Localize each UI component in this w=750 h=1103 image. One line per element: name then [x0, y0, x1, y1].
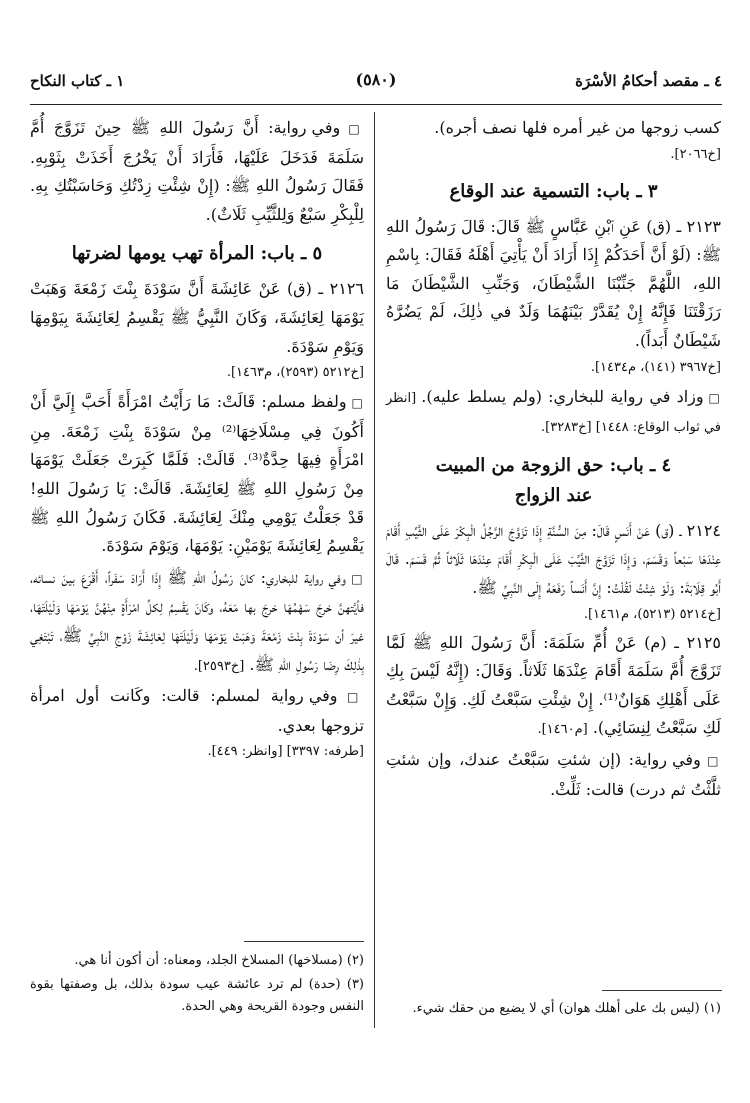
footnote-2: (٢) (مسلاخها) المسلاخ الجلد، ومعناه: أن أكون أنا هي. — [74, 953, 364, 968]
alternate-narration: □ وفي رواية: (إن شئتِ سَبَّعْتُ عندك، وإن شئتِ ثلَّثْتُ ثم درت) قالت: ثَلِّثْ. — [386, 749, 722, 799]
running-header — [30, 68, 722, 98]
bullet-icon: □ — [337, 690, 364, 705]
bullet-icon: □ — [700, 753, 722, 768]
footnotes-left — [30, 950, 364, 1020]
reference: [خ٣٩٦٧ (١٤١)، م١٤٣٤]. — [590, 359, 721, 375]
chapter-heading-4: ٤ ـ باب: حق الزوجة من المبيت عند الزواج — [435, 454, 672, 506]
muslim-narration-2: □ وفي رواية لمسلم: قالت: وكَانت أول امرأة تزوجها بعدي. — [30, 686, 364, 735]
hadith-2123: ٢١٢٣ ـ (ق) عَنِ ٱبْنِ عَبَّاسٍ ﷺ قَالَ: قَالَ رَسُولُ اللهِ ﷺ: (لَوْ أَنَّ أَحَدَكُمْ إِذَا أَرَادَ أَنْ يَأْتِيَ أَهْلَهُ فَقَالَ: بِاسْمِ اللهِ، اللَّهُمَّ جَنِّبْنَا الشَّيْطَانَ، وَجَنِّبِ الشَّيْطَانَ مَا رَزَقْتَنَا فَإِنَّهُ إِنْ يُقَدَّرْ بَيْنَهُمَا وَلَدٌ في ذٰلِكَ، لَمْ يَضُرَّهُ شَيْطَانٌ أَبَداً). — [386, 216, 721, 350]
bullet-icon: □ — [346, 396, 364, 411]
hadith-2126: ٢١٢٦ ـ (ق) عَنْ عَائِشَةَ أَنَّ سَوْدَةَ بِنْتَ زَمْعَةَ وَهَبَتْ يَوْمَهَا لِعَائِشَةَ، وَكَانَ النَّبِيُّ ﷺ يَقْسِمُ لِعَائِشَةَ بِيَوْمِهَا وَيَوْمِ سَوْدَةَ. — [30, 279, 364, 356]
column-divider — [374, 112, 375, 1028]
bukhari-narration: □ وفي رواية للبخاري: كانَ رَسُولُ اللهِ ﷺ إِذَا أَرَادَ سَفَراً، أَقْرَعَ بينَ نسائه، فأيَّتهنَّ خرجَ سَهْمُهَا خرجَ بها مَعَهُ، وكَانَ يَقْسِمُ لِكلِّ امْرَأَةٍ مِنْهُنَّ يَوْمَهَا وَلَيْلَتَهَا، غيرَ أن سَوْدَةَ بِنْتَ زَمْعَةَ وَهَبَتْ يَوْمَهَا وَلَيْلَتَهَا لِعَائِشَةَ زَوْجِ النَّبِيِّ ﷺ، تَبْتَغِي بِذٰلِكَ رِضَا رَسُولِ اللهِ ﷺ. [خ٢٥٩٣]. — [30, 567, 364, 674]
bullet-icon: □ — [340, 122, 365, 136]
bullet-icon: □ — [346, 571, 364, 586]
bullet-icon: □ — [703, 390, 722, 405]
footnote-rule — [244, 941, 364, 942]
continued-text: كسب زوجها من غير أمره فلها نصف أجره). — [434, 118, 721, 137]
additional-narration: □ وزاد في رواية للبخاري: (ولم يسلط عليه). [انظر في ثواب الوقاع: ١٤٤٨] [خ٣٢٨٣]. — [386, 386, 722, 436]
header-section-title: ٤ ـ مقصد أحكامُ الأسْرَة — [575, 72, 722, 90]
page-number: (٥٨٠) — [355, 70, 397, 89]
footnotes-right — [386, 998, 721, 1022]
alternate-narration: □ وفي رواية: أَنَّ رَسُولَ اللهِ ﷺ حِينَ تَزَوَّجَ أُمَّ سَلَمَةَ فَدَخَلَ عَلَيْهَا، فَأَرَادَ أَنْ يَخْرُجَ أَخَذَتْ بِثَوْبِهِ. فَقَالَ رَسُولُ اللهِ ﷺ: (إِنْ شِئْتِ زِدْتُكِ وَحَاسَبْتُكِ بِهِ. لِلْبِكْرِ سَبْعٌ وَلِلثَّيِّبِ ثَلَاثٌ). — [30, 118, 365, 224]
reference: [خ٥٢١٢ (٢٥٩٣)، م١٤٦٣]. — [226, 365, 364, 381]
footnote-1: (١) (ليس بك على أهلك هوان) أي لا يضيع من حقك شيء. — [412, 1001, 721, 1016]
header-rule — [30, 104, 722, 105]
muslim-narration: □ ولفظ مسلم: قَالَتْ: مَا رَأَيْتُ امْرَأَةً أَحَبَّ إِلَيَّ أَنْ أَكُونَ فِي مِسْلَاخِهَا⁽²⁾ مِنْ سَوْدَةَ بِنْتِ زَمْعَةَ. مِنِ امْرَأَةٍ فِيهَا حِدَّةٌ⁽³⁾. قَالَتْ: فَلَمَّا كَبِرَتْ جَعَلَتْ يَوْمَهَا مِنْ رَسُولِ اللهِ ﷺ لِعَائِشَةَ. قَالَتْ: يَا رَسُولَ اللهِ! قَدْ جَعَلْتُ يَوْمِي مِنْكَ لِعَائِشَةَ. فَكَانَ رَسُولُ اللهِ ﷺ يَقْسِمُ لِعَائِشَةَ يَوْمَيْنِ: يَوْمَهَا، وَيَوْمَ سَوْدَةَ. — [30, 392, 365, 556]
footnote-3: (٣) (حدة) لم ترد عائشة عيب سودة بذلك، بل وصفتها بقوة النفس وجودة القريحة وهي الحدة. — [30, 977, 364, 1014]
reference: [خ٥٢١٤ (٥٢١٣)، م١٤٦١]. — [583, 606, 721, 622]
hadith-2125: ٢١٢٥ ـ (م) عَنْ أُمِّ سَلَمَةَ: أَنَّ رَسُولَ اللهِ ﷺ لَمَّا تَزَوَّجَ أُمَّ سَلَمَةَ أَقَامَ عِنْدَهَا ثَلَاثاً. وَقَالَ: (إِنَّهُ لَيْسَ بِكِ عَلَى أَهْلِكِ هَوَانٌ⁽¹⁾. إِنْ شِئْتِ سَبَّعْتُ لَكِ. وَإِنْ سَبَّعْتُ لَكِ سَبَّعْتُ لِنِسَائِي). [م١٤٦٠]. — [386, 632, 721, 738]
right-column — [386, 114, 721, 804]
chapter-heading-3: ٣ ـ باب: التسمية عند الوقاع — [449, 180, 658, 202]
chapter-heading-5: ٥ ـ باب: المرأة تهب يومها لضرتها — [71, 243, 323, 265]
reference: [خ٢٠٦٦]. — [670, 146, 721, 162]
hadith-2124: ٢١٢٤ ـ (ق) عَنْ أَنَسٍ قَالَ: مِنَ السُّنَّةِ إِذَا تَزَوَّجَ الرَّجُلُ الْبِكْرَ عَلَى الثَّيِّبِ أَقَامَ عِنْدَهَا سَبْعاً وَقَسَمَ، وَإِذَا تَزَوَّجَ الثَّيِّبَ عَلَى الْبِكْرِ أَقَامَ عِنْدَهَا ثَلَاثاً ثُمَّ قَسَمَ. قَالَ أَبُو قِلَابَةَ: وَلَوْ شِئْتُ لَقُلْتُ: إِنَّ أَنَساً رَفَعَهُ إِلَى النَّبِيِّ ﷺ. — [386, 520, 721, 597]
reference: [طرفه: ٣٣٩٧] [وانظر: ٤٤٩]. — [207, 744, 364, 760]
footnote-rule — [602, 990, 722, 991]
left-column — [30, 114, 364, 764]
header-book-title: ١ ـ كتاب النكاح — [30, 72, 125, 90]
